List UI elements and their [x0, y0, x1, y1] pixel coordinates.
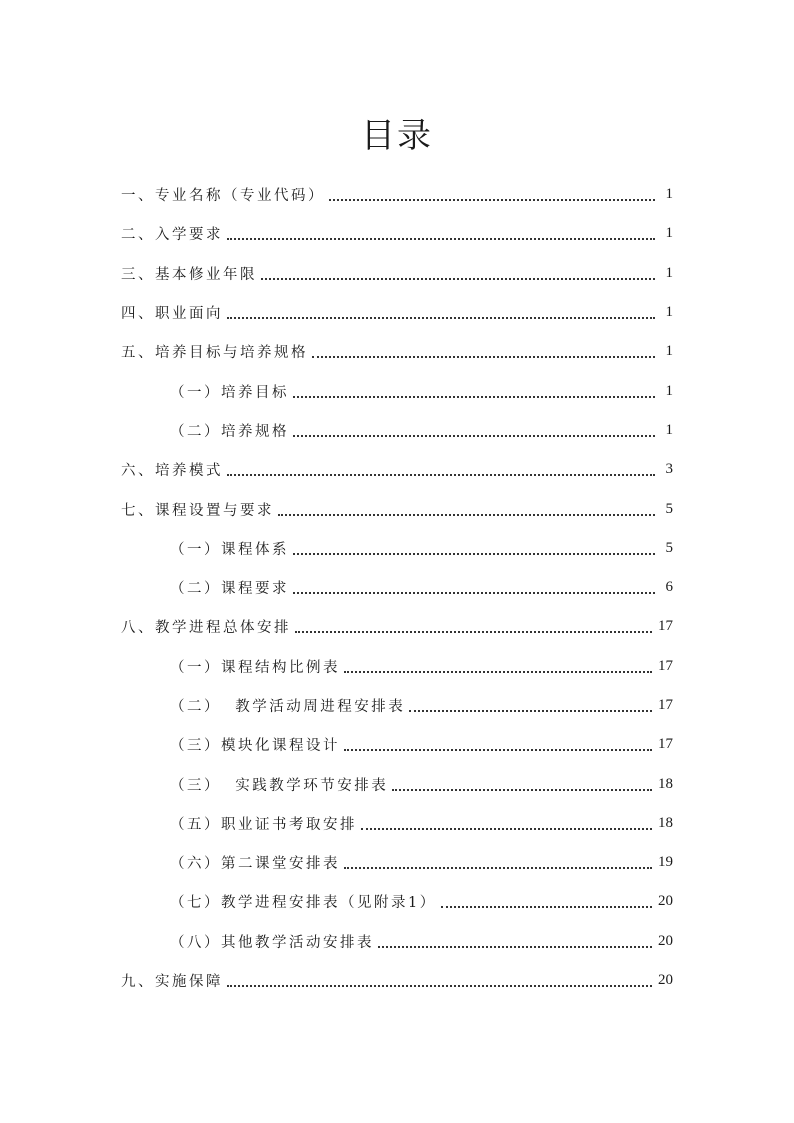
toc-entry[interactable]	[0, 882, 794, 921]
toc-entry-label: （八）其他教学活动安排表	[170, 934, 374, 951]
toc-entry-label: （六）第二课堂安排表	[170, 856, 340, 873]
toc-entry[interactable]	[0, 450, 794, 489]
toc-entry[interactable]	[0, 293, 794, 332]
dot-leader	[227, 316, 655, 319]
toc-entry[interactable]	[0, 725, 794, 764]
toc-entry-page-number: 3	[665, 461, 673, 478]
toc-entry[interactable]	[0, 607, 794, 646]
toc-entry-page-number: 1	[665, 421, 673, 438]
toc-entry-page-number: 17	[658, 657, 673, 674]
toc-entry[interactable]	[0, 332, 794, 371]
dot-leader	[392, 788, 652, 791]
toc-entry-page-number: 1	[665, 343, 673, 360]
toc-entry-label: （二）培养规格	[170, 423, 289, 440]
toc-entry-page-number: 1	[665, 186, 673, 203]
toc-entry-label: 七、课程设置与要求	[121, 502, 274, 519]
toc-entry-page-number: 17	[658, 697, 673, 713]
toc-entry-page-number: 5	[665, 539, 673, 556]
toc-entry-label: 五、培养目标与培养规格	[121, 345, 308, 362]
toc-entry-label: （二）课程要求	[170, 581, 289, 598]
toc-entry-page-number: 20	[658, 893, 673, 910]
toc-entry[interactable]	[0, 175, 794, 214]
toc-entry[interactable]	[0, 843, 794, 882]
toc-entry-label: 三、基本修业年限	[121, 266, 257, 283]
dot-leader	[344, 866, 652, 869]
dot-leader	[227, 237, 655, 240]
toc-entry[interactable]	[0, 647, 794, 686]
toc-entry-label: （三）模块化课程设计	[170, 738, 340, 755]
toc-entry[interactable]	[0, 411, 794, 450]
toc-entry-page-number: 19	[658, 854, 673, 871]
toc-entry[interactable]	[0, 529, 794, 568]
toc-entry-label: （一）课程体系	[170, 541, 289, 558]
dot-leader	[227, 473, 655, 476]
toc-entry-label: （五）职业证书考取安排	[170, 816, 357, 833]
toc-entry-label: （一）课程结构比例表	[170, 659, 340, 676]
toc-entry-label: （七）教学进程安排表（见附录1）	[170, 895, 437, 912]
toc-entry[interactable]	[0, 922, 794, 961]
toc-entry-label: 九、实施保障	[121, 974, 223, 991]
dot-leader	[409, 709, 652, 712]
dot-leader	[293, 434, 655, 437]
toc-entry-page-number: 17	[658, 618, 673, 635]
toc-entry[interactable]	[0, 764, 794, 803]
dot-leader	[261, 277, 655, 280]
toc-entry-page-number: 5	[665, 500, 673, 517]
toc-entry[interactable]	[0, 371, 794, 410]
toc-entry-page-number: 1	[665, 382, 673, 399]
page-title: 目录	[361, 116, 433, 156]
dot-leader	[361, 827, 652, 830]
toc-entry[interactable]	[0, 804, 794, 843]
dot-leader	[293, 395, 655, 398]
toc-entry[interactable]	[0, 489, 794, 528]
toc-entry-label: （一）培养目标	[170, 384, 289, 401]
toc-entry-page-number: 20	[658, 932, 673, 949]
toc-entry-page-number: 17	[658, 736, 673, 753]
toc-entry-label: 四、职业面向	[121, 306, 223, 323]
dot-leader	[295, 630, 652, 633]
toc-entry-page-number: 20	[658, 972, 673, 989]
toc-entry-label: （二） 教学活动周进程安排表	[170, 699, 406, 715]
toc-entry[interactable]	[0, 961, 794, 1000]
dot-leader	[278, 513, 655, 516]
dot-leader	[344, 748, 652, 751]
toc-entry-label: 一、专业名称（专业代码）	[121, 188, 325, 205]
dot-leader	[293, 552, 655, 555]
dot-leader	[312, 355, 655, 358]
toc-entry-label: 二、入学要求	[121, 227, 223, 244]
toc-entry[interactable]	[0, 254, 794, 293]
toc-entry-page-number: 1	[665, 225, 673, 242]
toc-entry-label: （三） 实践教学环节安排表	[170, 777, 389, 794]
toc-entry-page-number: 18	[658, 814, 673, 831]
table-of-contents	[0, 175, 794, 1000]
toc-entry[interactable]	[0, 686, 794, 725]
toc-entry-label: 八、教学进程总体安排	[121, 620, 291, 637]
dot-leader	[344, 670, 652, 673]
dot-leader	[378, 945, 652, 948]
toc-entry-label: 六、培养模式	[121, 463, 223, 480]
toc-entry-page-number: 1	[665, 264, 673, 281]
toc-entry[interactable]	[0, 568, 794, 607]
toc-entry-page-number: 6	[665, 579, 673, 596]
dot-leader	[329, 198, 655, 201]
dot-leader	[441, 905, 652, 908]
toc-entry-page-number: 18	[658, 775, 673, 792]
dot-leader	[293, 591, 655, 594]
dot-leader	[227, 984, 652, 987]
toc-entry[interactable]	[0, 214, 794, 253]
toc-entry-page-number: 1	[665, 304, 673, 321]
